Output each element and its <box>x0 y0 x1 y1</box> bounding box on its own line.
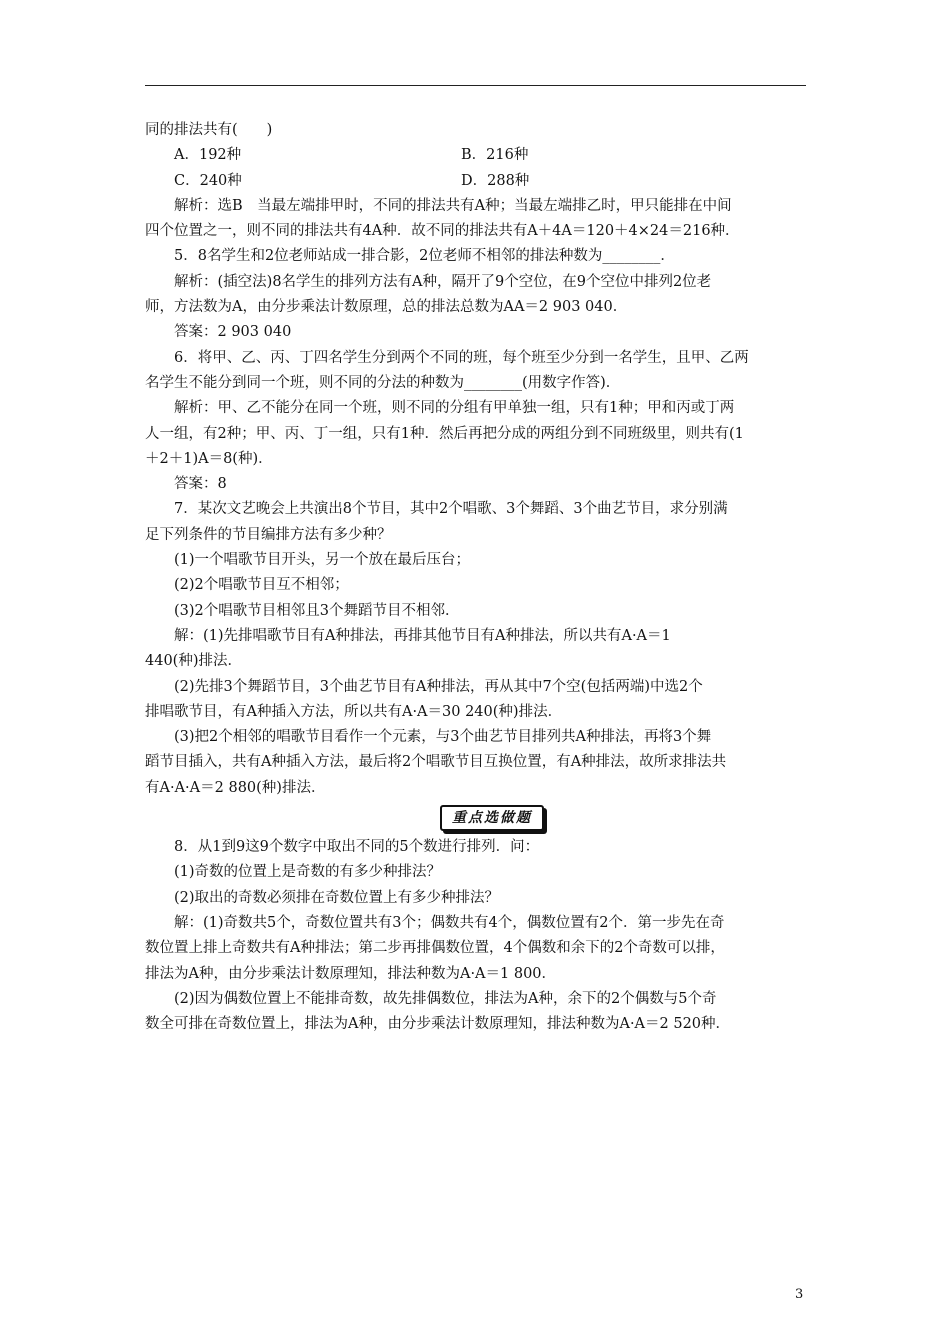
q8-solution-1-line-1: 解：(1)奇数共5个，奇数位置共有3个；偶数共有4个，偶数位置有2个．第一步先在奇 <box>174 914 725 931</box>
q7-solution-3-line-3: 有A·A·A＝2 880(种)排法． <box>145 779 326 796</box>
q8-solution-2-line-2: 数全可排在奇数位置上，排法为A种，由分步乘法计数原理知，排法种数为A·A＝2 520种． <box>145 1016 731 1033</box>
header-rule <box>145 85 806 86</box>
section-badge-row <box>145 801 806 835</box>
q7-solution-2-line-2: 排唱歌节目，有A种插入方法，所以共有A·A＝30 240(种)排法． <box>145 703 563 720</box>
q7-solution-2-line-1: (2)先排3个舞蹈节目，3个曲艺节目有A种排法，再从其中7个空(包括两端)中选2个 <box>174 678 703 695</box>
q8-stem: 8．从1到9这9个数字中取出不同的5个数进行排列．问： <box>174 839 540 856</box>
q8-part-1: (1)奇数的位置上是奇数的有多少种排法？ <box>174 864 442 881</box>
q8-part-2: (2)取出的奇数必须排在奇数位置上有多少种排法？ <box>174 889 500 906</box>
q6-stem-line-2: 名学生不能分到同一个班，则不同的分法的种数为________(用数字作答)． <box>145 374 621 391</box>
q4-option-b: B．216种 <box>461 147 529 164</box>
q5-answer: 答案：2 903 040 <box>174 324 292 341</box>
q8-solution-1-line-2: 数位置上排上奇数共有A种排法；第二步再排偶数位置，4个偶数和余下的2个奇数可以排， <box>145 940 725 957</box>
q4-analysis-line-2: 四个位置之一，则不同的排法共有4A种．故不同的排法共有A＋4A＝120＋4×24＝216种． <box>145 223 740 240</box>
q4-option-a: A．192种 <box>174 147 242 164</box>
q6-answer: 答案：8 <box>174 476 227 493</box>
q7-stem-line-2: 足下列条件的节目编排方法有多少种？ <box>145 526 392 543</box>
q4-analysis-line-1: 解析：选B 当最左端排甲时，不同的排法共有A种；当最左端排乙时，甲只能排在中间 <box>174 197 732 214</box>
q6-analysis-line-3: ＋2＋1)A＝8(种)． <box>145 450 273 467</box>
q4-option-c: C．240种 <box>174 172 242 189</box>
q7-stem-line-1: 7．某次文艺晚会上共演出8个节目，其中2个唱歌、3个舞蹈、3个曲艺节目，求分别满 <box>174 501 728 518</box>
q8-solution-1-line-3: 排法为A种，由分步乘法计数原理知，排法种数为A·A＝1 800． <box>145 965 557 982</box>
q8-solution-2-line-1: (2)因为偶数位置上不能排奇数，故先排偶数位，排法为A种，余下的2个偶数与5个奇 <box>174 990 717 1007</box>
page-body <box>145 118 806 1037</box>
q5-stem: 5．8名学生和2位老师站成一排合影，2位老师不相邻的排法种数为________． <box>174 248 675 265</box>
q7-solution-3-line-2: 蹈节目插入，共有A种插入方法，最后将2个唱歌节目互换位置，有A种排法，故所求排法共 <box>145 754 727 771</box>
q6-stem-line-1: 6．将甲、乙、丙、丁四名学生分到两个不同的班，每个班至少分到一名学生，且甲、乙两 <box>174 349 749 366</box>
q4-options-row-1 <box>145 143 806 168</box>
q5-analysis-line-1: 解析：(插空法)8名学生的排列方法有A种，隔开了9个空位，在9个空位中排列2位老 <box>174 273 712 290</box>
q7-solution-1-line-1: 解：(1)先排唱歌节目有A种排法，再排其他节目有A种排法，所以共有A·A＝1 <box>174 627 671 644</box>
q5-analysis-line-2: 师，方法数为A，由分步乘法计数原理，总的排法总数为AA＝2 903 040． <box>145 299 628 316</box>
q7-condition-2: (2)2个唱歌节目互不相邻； <box>174 577 349 594</box>
q7-solution-3-line-1: (3)把2个相邻的唱歌节目看作一个元素，与3个曲艺节目排列共A种排法，再将3个舞 <box>174 729 712 746</box>
page-number: 3 <box>795 1287 804 1302</box>
q7-condition-3: (3)2个唱歌节目相邻且3个舞蹈节目不相邻． <box>174 602 460 619</box>
q6-analysis-line-2: 人一组，有2种；甲、丙、丁一组，只有1种．然后再把分成的两组分到不同班级里，则共有(1 <box>145 425 744 442</box>
q6-analysis-line-1: 解析：甲、乙不能分在同一个班，则不同的分组有甲单独一组，只有1种；甲和丙或丁两 <box>174 400 735 417</box>
q4-option-d: D．288种 <box>461 172 530 189</box>
q7-solution-1-line-2: 440(种)排法． <box>145 653 242 670</box>
q7-condition-1: (1)一个唱歌节目开头，另一个放在最后压台； <box>174 552 471 569</box>
q4-options-row-2 <box>145 169 806 194</box>
q4-stem-end: 同的排法共有( ) <box>145 122 273 138</box>
section-badge: 重点选做题 <box>440 805 544 831</box>
